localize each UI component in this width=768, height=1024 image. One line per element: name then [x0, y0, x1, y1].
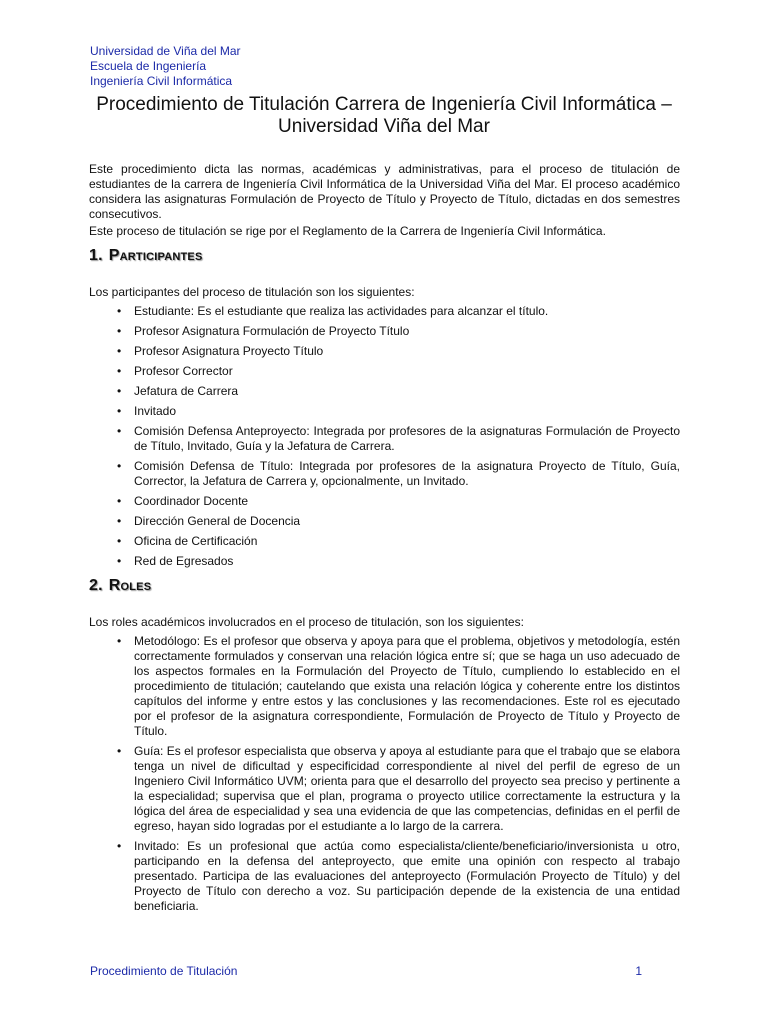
list-item [89, 344, 680, 359]
list-item [89, 459, 680, 489]
bullet-icon: • [117, 364, 122, 378]
bullet-icon: • [117, 344, 122, 358]
page-footer [90, 964, 642, 978]
header-university: Universidad de Viña del Mar [90, 44, 241, 58]
list-item-text: Dirección General de Docencia [134, 514, 301, 528]
intro-paragraph-regulation: Este proceso de titulación se rige por el Reglamento de la Carrera de Ingeniería Civil Informática. [89, 224, 606, 238]
bullet-icon: • [117, 304, 122, 318]
list-item [89, 554, 680, 569]
section-heading-participantes [89, 247, 680, 265]
list-item-text: Oficina de Certificación [134, 534, 258, 548]
section-number: 1. [89, 247, 103, 264]
bullet-icon: • [117, 514, 122, 528]
list-item-text: Invitado [134, 404, 177, 418]
bullet-icon: • [117, 384, 122, 398]
section-number: 2. [89, 577, 103, 594]
intro-paragraph: Este procedimiento dicta las normas, académicas y administrativas, para el proceso de titulación de estudiantes de la carrera de Ingeniería Civil Informática de la Universidad Viña del Mar. El proceso académico considera las asignaturas Formulación de Proyecto de Título y Proyecto de Título, dictadas en dos semestres consecutivos. [89, 162, 680, 221]
page-number: 1 [635, 964, 642, 978]
list-item [89, 324, 680, 339]
list-item-text: Red de Egresados [134, 554, 234, 568]
bullet-icon: • [117, 324, 122, 338]
bullet-icon: • [117, 839, 122, 853]
list-item-text: Profesor Asignatura Proyecto Título [134, 344, 324, 358]
list-item-text: Profesor Corrector [134, 364, 233, 378]
bullet-icon: • [117, 404, 122, 418]
list-item-text: Guía: Es el profesor especialista que observa y apoya al estudiante para que el trabajo que se elabora tenga un nivel de dificultad y especificidad correspondiente al nivel del perfil de egreso de un Ingeniero Civil Informático UVM; orienta para que el desarrollo del proyecto sea preciso y pertinente a la especialidad; supervisa que el plan, programa o proyecto utilice correctamente la estructura y la lógica del área de especialidad y sea una evidencia de que las competencias, definidas en el perfil de egreso, hayan sido logradas por el estudiante a lo largo de la carrera. [134, 744, 680, 833]
section-heading-roles [89, 577, 680, 595]
bullet-icon: • [117, 424, 122, 438]
list-item [89, 534, 680, 549]
list-item-text: Metodólogo: Es el profesor que observa y apoya para que el problema, objetivos y metodología, estén correctamente formulados y conservan una relación lógica entre sí; que se haga un uso adecuado de los aspectos formales en la Formulación del Proyecto de Título, cumpliendo lo establecido en el procedimiento de titulación; cautelando que exista una relación lógica y coherente entre los distintos capítulos del informe y entre estos y las conclusiones y las recomendaciones. Este rol es ejecutado por el profesor de la asignatura correspondiente, Formulación de Proyecto de Título y Proyecto de Título. [134, 634, 680, 738]
list-item-text: Coordinador Docente [134, 494, 249, 508]
document-body [89, 162, 680, 919]
section-intro: Los roles académicos involucrados en el proceso de titulación, son los siguientes: [89, 615, 524, 629]
list-item [89, 514, 680, 529]
section-intro: Los participantes del proceso de titulación son los siguientes: [89, 285, 415, 299]
footer-title: Procedimiento de Titulación [90, 964, 238, 978]
list-item-text: Comisión Defensa Anteproyecto: Integrada por profesores de la asignaturas Formulación de Proyecto de Título, Invitado, Guía y la Jefatura de Carrera. [134, 424, 680, 453]
section-title: Participantes [108, 247, 203, 264]
participants-list [89, 304, 680, 569]
list-item-text: Invitado: Es un profesional que actúa como especialista/cliente/beneficiario/inversionista u otro, participando en la defensa del anteproyecto, que emite una opinión con respecto al trabajo presentado. Participa de las evaluaciones del anteproyecto (Formulación Proyecto de Título) y del Proyecto de Título con derecho a voz. Su participación depende de la existencia de una entidad beneficiaria. [134, 839, 680, 913]
bullet-icon: • [117, 494, 122, 508]
list-item [89, 364, 680, 379]
roles-list [89, 634, 680, 914]
document-title: Procedimiento de Titulación Carrera de Ingeniería Civil Informática – Universidad Viña del Mar [96, 94, 672, 137]
list-item [89, 494, 680, 509]
list-item [89, 304, 680, 319]
section-title: Roles [108, 577, 152, 594]
bullet-icon: • [117, 459, 122, 473]
header-school: Escuela de Ingeniería [90, 59, 207, 73]
list-item-text: Estudiante: Es el estudiante que realiza las actividades para alcanzar el título. [134, 304, 549, 318]
list-item [89, 744, 680, 834]
list-item-text: Profesor Asignatura Formulación de Proyecto Título [134, 324, 410, 338]
bullet-icon: • [117, 534, 122, 548]
list-item [89, 384, 680, 399]
bullet-icon: • [117, 634, 122, 648]
bullet-icon: • [117, 554, 122, 568]
list-item-text: Comisión Defensa de Título: Integrada por profesores de la asignatura Proyecto de Título, Guía, Corrector, la Jefatura de Carrera y, opcionalmente, un Invitado. [134, 459, 680, 488]
list-item [89, 839, 680, 914]
list-item [89, 404, 680, 419]
list-item [89, 634, 680, 739]
header-program: Ingeniería Civil Informática [90, 74, 233, 88]
list-item-text: Jefatura de Carrera [134, 384, 239, 398]
bullet-icon: • [117, 744, 122, 758]
list-item [89, 424, 680, 454]
document-header [90, 44, 241, 89]
